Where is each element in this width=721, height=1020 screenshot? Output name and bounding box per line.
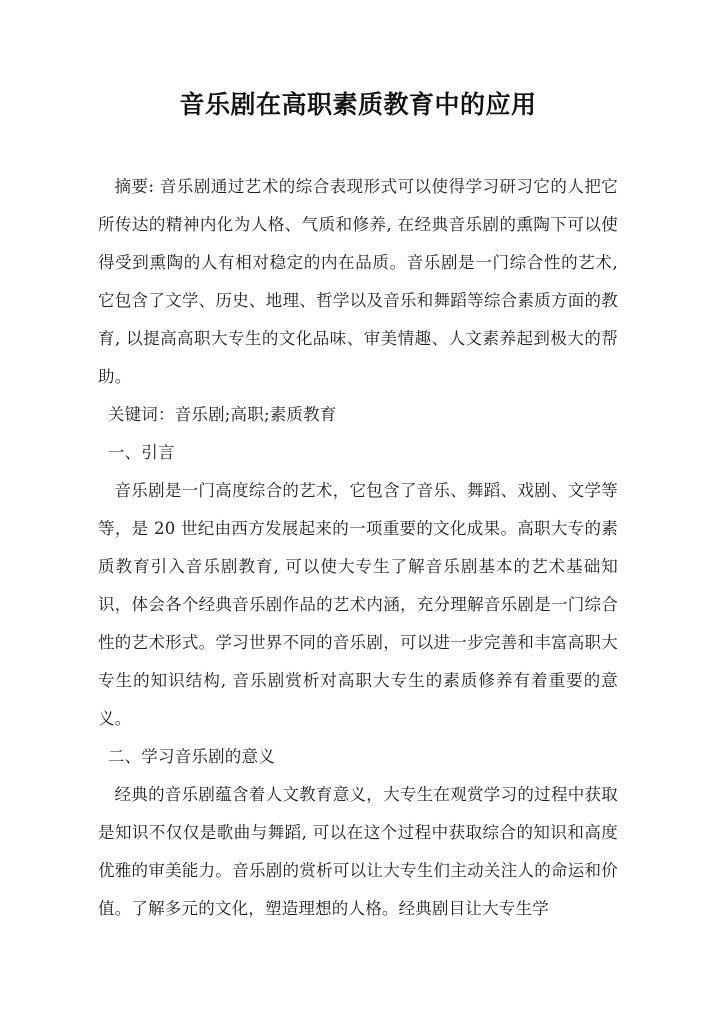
abstract-text: 摘要: 音乐剧通过艺术的综合表现形式可以使得学习研习它的人把它所传达的精神内化为人格、气质和修养, 在经典音乐剧的熏陶下可以使得受到熏陶的人有相对稳定的内在品质。音乐剧是一门综合性的艺术, 它包含了文学、历史、地理、哲学以及音乐和舞蹈等综合素质方面的教育, 以提高高职大专生的文化品味、审美情趣、人文素养起到极大的帮助。 (98, 177, 618, 386)
keywords-line: 关键词：音乐剧;高职;素质教育 (107, 405, 337, 424)
document-body (98, 0, 618, 928)
section-paragraph-introduction: 音乐剧是一门高度综合的艺术，它包含了音乐、舞蹈、戏剧、文学等等，是 20 世纪由西方发展起来的一项重要的文化成果。高职大专的素质教育引入音乐剧教育, 可以使大专生了解音乐剧基本的艺术基础知识，体会各个经典音乐剧作品的艺术内涵，充分理解音乐剧是一门综合性的艺术形式。学习世界不同的音乐剧，可以进一步完善和丰富高职大专生的知识结构, 音乐剧赏析对高职大专生的素质修养有着重要的意义。 (98, 481, 618, 728)
page-title: 音乐剧在高职素质教育中的应用 (179, 90, 537, 119)
section-heading-significance: 二、学习音乐剧的意义 (107, 747, 275, 766)
section-paragraph-significance: 经典的音乐剧蕴含着人文教育意义，大专生在观赏学习的过程中获取是知识不仅仅是歌曲与舞蹈, 可以在这个过程中获取综合的知识和高度优雅的审美能力。音乐剧的赏析可以让大专生们主动关注人的命运和价值。了解多元的文化，塑造理想的人格。经典剧目让大专生学 (98, 785, 618, 918)
abstract-block (98, 168, 618, 396)
section-heading-introduction: 一、引言 (107, 443, 175, 462)
